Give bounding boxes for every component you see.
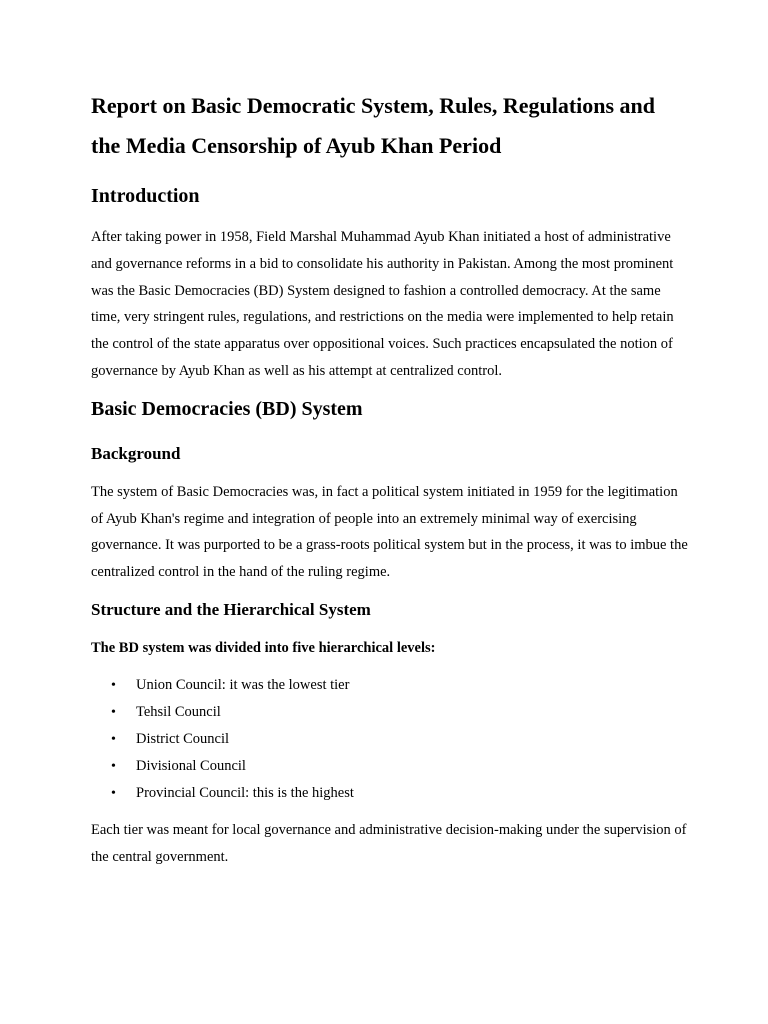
list-item-text: Divisional Council [136, 757, 246, 774]
bullet-icon: • [111, 677, 116, 693]
structure-lead-text: The BD system was divided into five hierarchical levels: [91, 639, 436, 656]
hierarchy-levels-list [91, 672, 691, 807]
bullet-icon: • [111, 704, 116, 720]
structure-heading: Structure and the Hierarchical System [91, 599, 371, 619]
list-item-text: Provincial Council: this is the highest [136, 784, 354, 801]
list-item [91, 780, 691, 807]
list-item-text: Tehsil Council [136, 703, 221, 720]
background-paragraph: The system of Basic Democracies was, in fact a political system initiated in 1959 for the legitimation of Ayub Khan's regime and integration of people into an extremely minimal way of exercising governance. It was purported to be a grass-roots political system but in the process, it was to imbue the centralized control in the hand of the ruling regime. [91, 483, 688, 581]
list-item-text: Union Council: it was the lowest tier [136, 676, 350, 693]
bullet-icon: • [111, 785, 116, 801]
list-item [91, 726, 691, 753]
background-heading: Background [91, 443, 181, 463]
report-title [91, 86, 691, 166]
list-item [91, 753, 691, 780]
document-body [91, 86, 691, 870]
bullet-icon: • [111, 731, 116, 747]
list-item [91, 672, 691, 699]
list-item [91, 699, 691, 726]
bd-system-heading: Basic Democracies (BD) System [91, 397, 363, 420]
introduction-paragraph: After taking power in 1958, Field Marshal Muhammad Ayub Khan initiated a host of administrative and governance reforms in a bid to consolidate his authority in Pakistan. Among the most prominent was the Basic Democracies (BD) System designed to fashion a controlled democracy. At the same time, very stringent rules, regulations, and restrictions on the media were implemented to help retain the control of the state apparatus over oppositional voices. Such practices encapsulated the notion of governance by Ayub Khan as well as his attempt at centralized control. [91, 229, 674, 379]
bullet-icon: • [111, 758, 116, 774]
structure-closing-paragraph: Each tier was meant for local governance and administrative decision-making under the supervision of the central government. [91, 821, 687, 865]
report-title-line-2: the Media Censorship of Ayub Khan Period [91, 133, 502, 158]
introduction-heading: Introduction [91, 185, 200, 207]
report-title-line-1: Report on Basic Democratic System, Rules, Regulations and [91, 93, 656, 118]
list-item-text: District Council [136, 730, 230, 747]
